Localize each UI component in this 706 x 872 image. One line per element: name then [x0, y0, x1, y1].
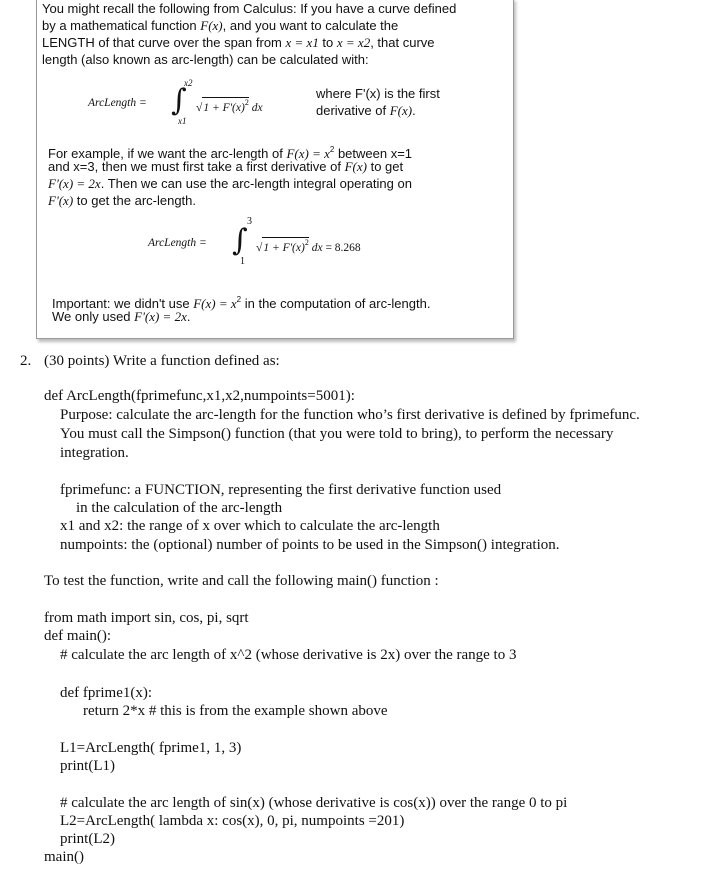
- intro-line-3: LENGTH of that curve over the span from x = x1 to x = x2, that curve: [42, 35, 435, 50]
- formula2-integrand: $√1 + F'(x)^2$ dx = 8.268: [256, 238, 361, 254]
- param-range: x1 and x2: the range of x over which to calculate the arc-length: [60, 518, 440, 534]
- purpose-line-2: You must call the Simpson() function (that you were told to bring), to perform the necessary: [60, 426, 614, 442]
- code-line-l1: L1=ArcLength( fprime1, 1, 3): [60, 740, 242, 756]
- intro-line-4: length (also known as arc-length) can be calculated with:: [42, 52, 369, 67]
- formula2-upper-limit: 3: [247, 216, 252, 227]
- question-header: (30 points) Write a function defined as:: [44, 353, 280, 369]
- intro-line-2: by a mathematical function F(x), and you want to calculate the: [42, 18, 399, 33]
- code-line-def-main: def main():: [44, 628, 112, 644]
- intro-line-1: You might recall the following from Calculus: If you have a curve defined: [42, 1, 457, 16]
- example-line-1: For example, if we want the arc-length of $F(x) = x^2$ between x=1: [48, 145, 413, 161]
- code-line-def-fprime1: def fprime1(x):: [60, 685, 153, 701]
- formula1-upper-limit: x2: [184, 78, 193, 88]
- code-line-l2: L2=ArcLength( lambda x: cos(x), 0, pi, numpoints =201): [60, 813, 405, 829]
- formula2-lower-limit: 1: [240, 256, 245, 267]
- param-numpoints: numpoints: the (optional) number of points to be used in the Simpson() integration.: [60, 537, 560, 553]
- code-line-comment-1: # calculate the arc length of x^2 (whose derivative is 2x) over the range to 3: [60, 647, 517, 663]
- important-line-1: Important: we didn't use $F(x) = x^2$ in the computation of arc-length.: [52, 295, 431, 311]
- formula1-lhs: ArcLength =: [88, 97, 147, 109]
- integral-sign-icon: ∫: [232, 223, 248, 258]
- test-instruction: To test the function, write and call the following main() function :: [44, 573, 439, 589]
- code-line-import: from math import sin, cos, pi, sqrt: [44, 610, 249, 626]
- integral-sign-icon: ∫: [171, 83, 187, 118]
- code-line-print-l1: print(L1): [60, 758, 115, 774]
- formula1-note-1: where F'(x) is the first: [316, 86, 440, 101]
- code-line-call-main: main(): [44, 849, 84, 865]
- example-line-3: F'(x) = 2x. Then we can use the arc-length integral operating on: [48, 176, 412, 191]
- code-line-print-l2: print(L2): [60, 831, 115, 847]
- formula1-note-2: derivative of F(x).: [316, 103, 416, 118]
- purpose-line-3: integration.: [60, 445, 129, 461]
- formula1-lower-limit: x1: [178, 116, 187, 126]
- example-line-4: F'(x) to get the arc-length.: [48, 193, 197, 208]
- formula1-integrand: $√1 + F'(x)^2$ dx: [196, 98, 263, 114]
- purpose-line-1: Purpose: calculate the arc-length for the function who’s first derivative is defined by fprimefunc.: [60, 407, 640, 423]
- param-fprimefunc: fprimefunc: a FUNCTION, representing the first derivative function used: [60, 482, 502, 498]
- code-line-comment-2: # calculate the arc length of sin(x) (whose derivative is cos(x)) over the range 0 to pi: [60, 795, 568, 811]
- question-number: 2.: [20, 353, 32, 369]
- def-line: def ArcLength(fprimefunc,x1,x2,numpoints=5001):: [44, 388, 355, 404]
- example-line-2: and x=3, then we must first take a first derivative of F(x) to get: [48, 159, 404, 174]
- formula2-lhs: ArcLength =: [148, 237, 207, 249]
- param-fprimefunc-cont: in the calculation of the arc-length: [76, 500, 283, 516]
- code-line-return: return 2*x # this is from the example shown above: [83, 703, 388, 719]
- important-line-2: We only used F'(x) = 2x.: [52, 309, 191, 324]
